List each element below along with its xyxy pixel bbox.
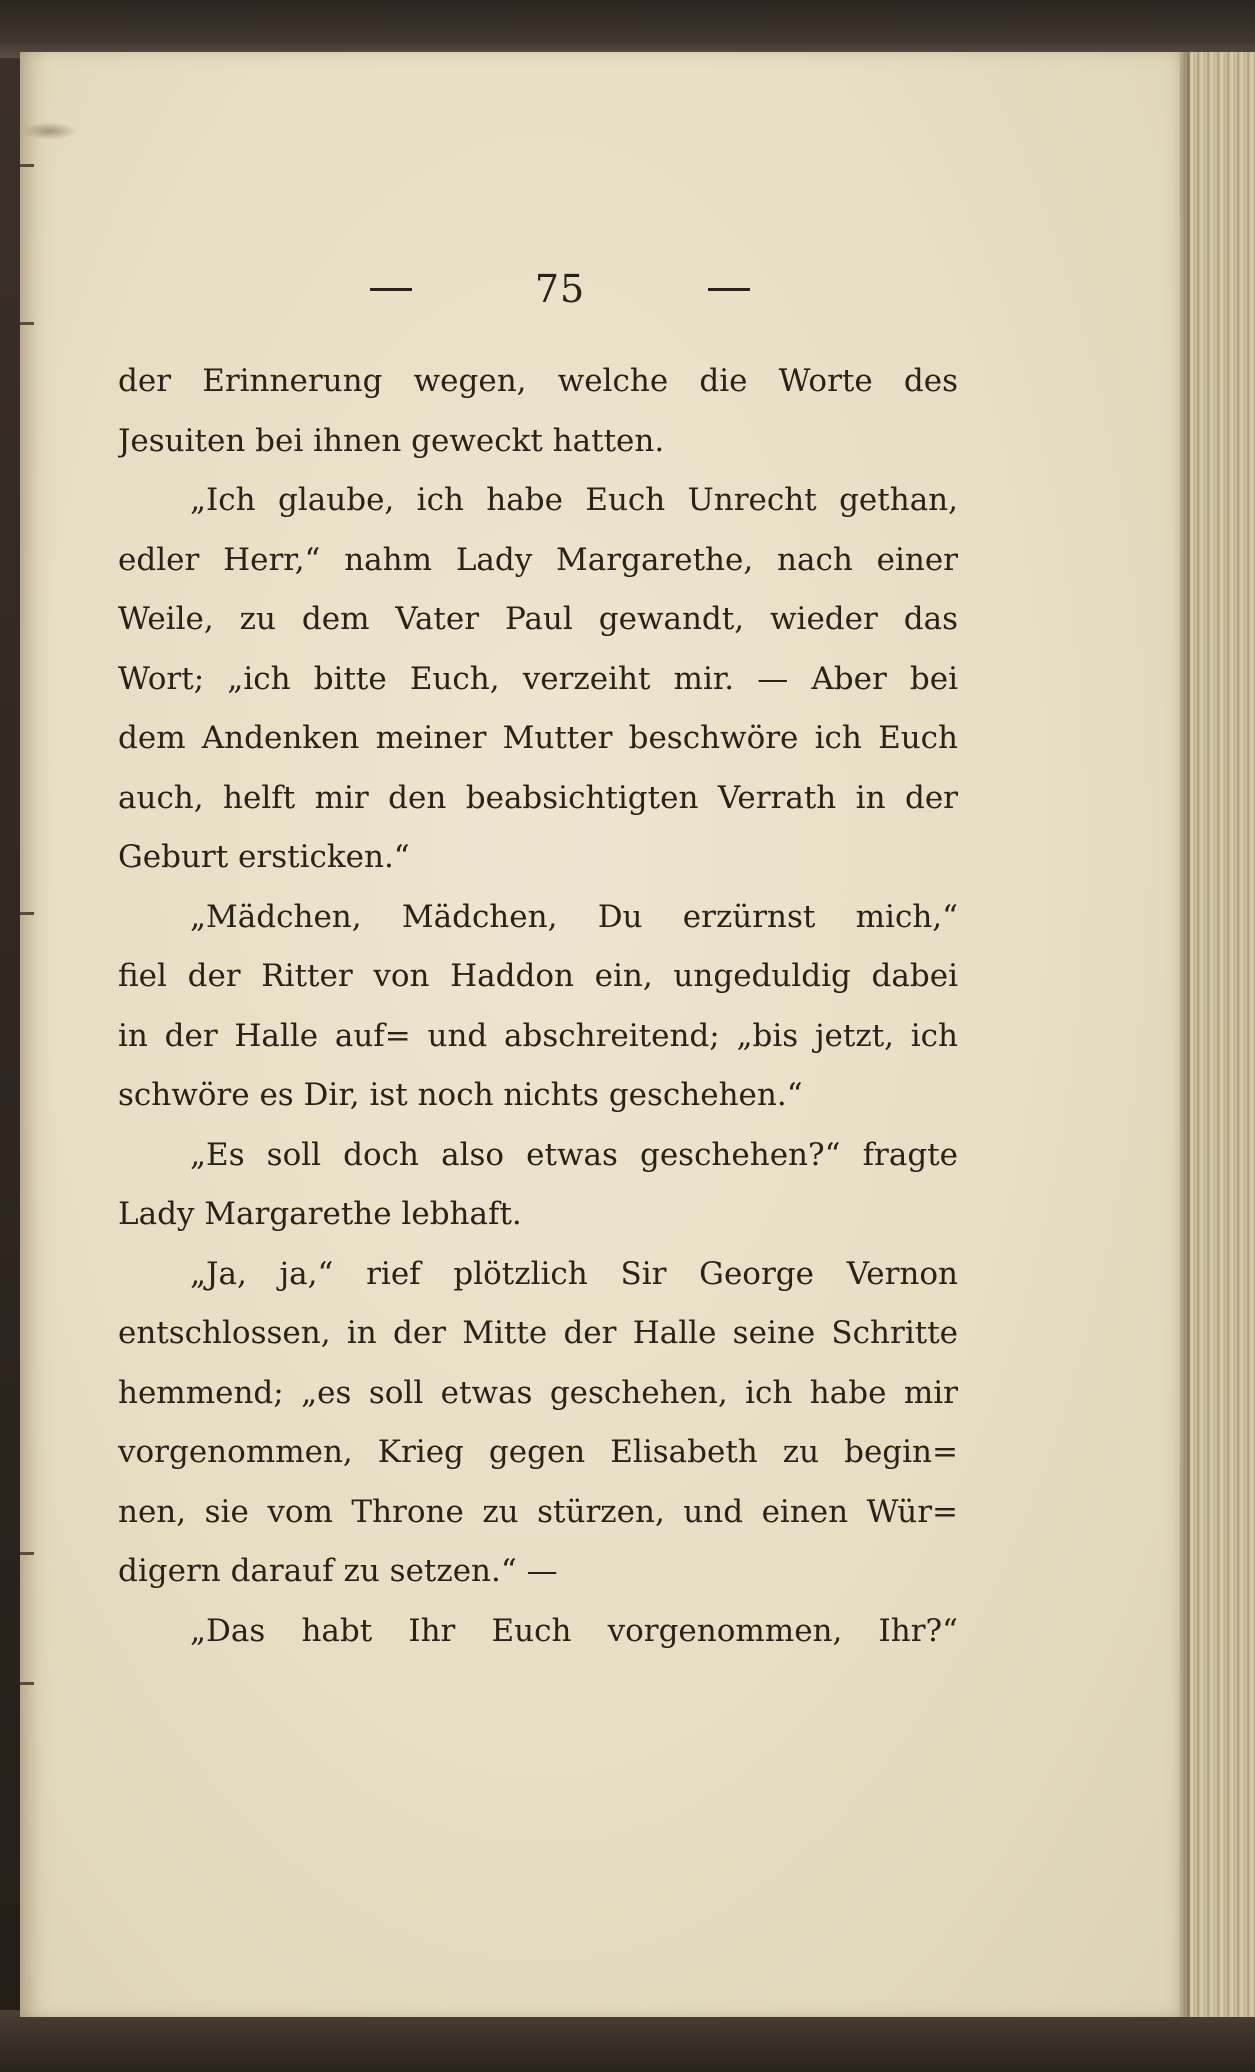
body-text	[118, 352, 958, 1661]
gutter-mark	[20, 912, 34, 915]
text-line: in der Halle auf= und abschreitend; „bis jetzt, ich	[118, 1017, 958, 1054]
text-line: „Es soll doch also etwas geschehen?“ fragte	[190, 1136, 958, 1173]
text-line: schwöre es Dir, ist noch nichts geschehen.“	[118, 1077, 803, 1113]
text-line: dem Andenken meiner Mutter beschwöre ich Euch	[118, 720, 958, 756]
book-cover-top-edge	[0, 0, 1255, 58]
text-line: „Ja, ja,“ rief plötzlich Sir George Vernon	[190, 1255, 958, 1292]
text-line: Lady Margarethe lebhaft.	[118, 1196, 522, 1232]
text-line: Jesuiten bei ihnen geweckt hatten.	[118, 422, 665, 459]
text-line: „Ich glaube, ich habe Euch Unrecht gethan,	[190, 482, 958, 518]
gutter-mark	[20, 1682, 34, 1685]
text-line: Weile, zu dem Vater Paul gewandt, wieder das	[118, 601, 958, 637]
book-cover-bottom-edge	[0, 2010, 1255, 2072]
text-line: nen, sie vom Throne zu stürzen, und einen Wür=	[118, 1493, 958, 1530]
text-line: „Mädchen, Mädchen, Du erzürnst mich,“	[190, 898, 958, 935]
page-block-edges	[1180, 52, 1255, 2017]
text-line: Geburt ersticken.“	[118, 839, 410, 875]
text-line: auch, helft mir den beabsichtigten Verrath in der	[118, 779, 958, 816]
paper-smudge	[22, 122, 77, 140]
header-dash-right	[708, 288, 750, 291]
text-line: fiel der Ritter von Haddon ein, ungeduldig dabei	[118, 958, 958, 994]
gutter-mark	[20, 322, 34, 325]
page-number: 75	[534, 267, 586, 311]
text-line: entschlossen, in der Mitte der Halle seine Schritte	[118, 1315, 958, 1351]
text-line: edler Herr,“ nahm Lady Margarethe, nach einer	[118, 541, 958, 578]
gutter-mark	[20, 1552, 34, 1555]
book-page	[20, 52, 1180, 2017]
text-line: vorgenommen, Krieg gegen Elisabeth zu begin=	[118, 1434, 958, 1470]
running-header	[370, 264, 750, 314]
header-dash-left	[370, 288, 412, 291]
text-line: Wort; „ich bitte Euch, verzeiht mir. — Aber bei	[118, 660, 958, 697]
text-line: hemmend; „es soll etwas geschehen, ich habe mir	[118, 1374, 958, 1411]
text-line: digern darauf zu setzen.“ —	[118, 1553, 558, 1589]
text-line: der Erinnerung wegen, welche die Worte des	[118, 363, 958, 399]
gutter-mark	[20, 164, 34, 167]
text-line: „Das habt Ihr Euch vorgenommen, Ihr?“	[190, 1612, 958, 1649]
